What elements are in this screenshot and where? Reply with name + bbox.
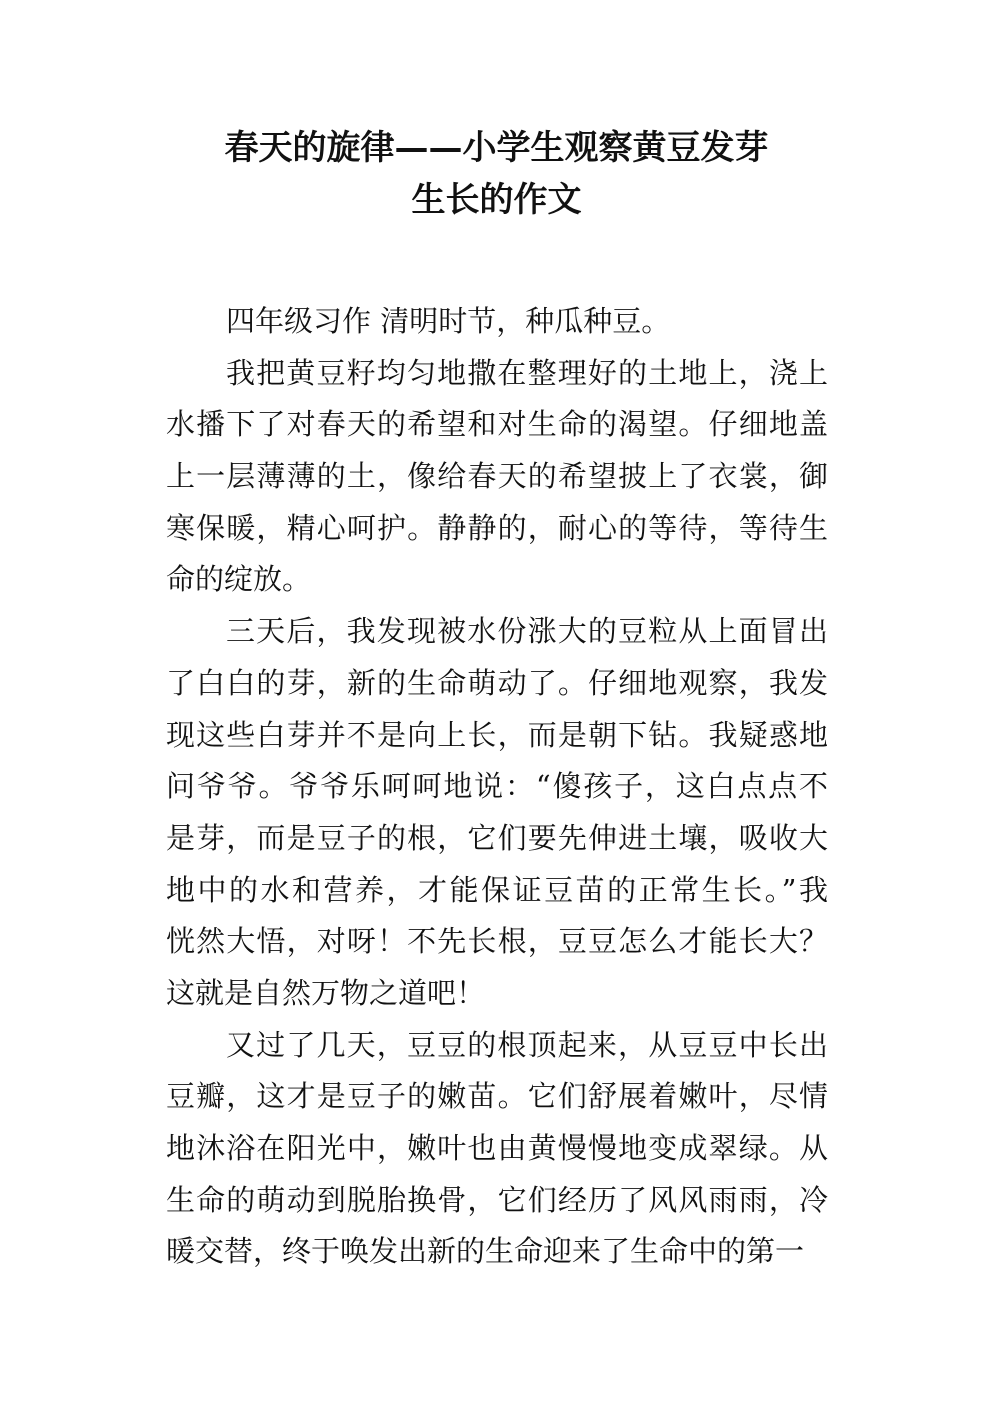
paragraph-line: 地中的水和营养，才能保证豆苗的正常生长。”我 xyxy=(166,872,828,907)
paragraph-line: 三天后，我发现被水份涨大的豆粒从上面冒出 xyxy=(226,614,828,649)
paragraph-line: 生命的萌动到脱胎换骨，它们经历了风风雨雨，冷 xyxy=(166,1182,828,1217)
paragraph-line: 上一层薄薄的土，像给春天的希望披上了衣裳，御 xyxy=(166,459,828,494)
paragraph xyxy=(166,348,828,606)
paragraph-line: 豆瓣，这才是豆子的嫩苗。它们舒展着嫩叶，尽情 xyxy=(166,1079,828,1114)
paragraph-line: 暖交替，终于唤发出新的生命迎来了生命中的第一 xyxy=(166,1234,805,1269)
paragraph-line: 这就是自然万物之道吧！ xyxy=(166,975,486,1010)
paragraph-line: 寒保暖，精心呵护。静静的，耐心的等待，等待生 xyxy=(166,510,828,545)
paragraph-line: 问爷爷。爷爷乐呵呵地说：“傻孩子，这白点点不 xyxy=(166,769,828,804)
title-line: 春天的旋律——小学生观察黄豆发芽 xyxy=(224,128,769,168)
paragraph-line: 四年级习作 清明时节，种瓜种豆。 xyxy=(226,304,671,338)
paragraph-line: 我把黄豆籽均匀地撒在整理好的土地上，浇上 xyxy=(226,355,828,390)
paragraph-line: 了白白的芽，新的生命萌动了。仔细地观察，我发 xyxy=(166,665,828,700)
document-body xyxy=(166,296,828,1278)
paragraph-line: 现这些白芽并不是向上长，而是朝下钻。我疑惑地 xyxy=(166,717,828,752)
document-title xyxy=(0,122,993,226)
paragraph xyxy=(166,606,828,1020)
paragraph xyxy=(166,296,828,348)
paragraph-line: 命的绽放。 xyxy=(166,562,312,597)
paragraph-line: 是芽，而是豆子的根，它们要先伸进土壤，吸收大 xyxy=(166,820,828,855)
paragraph xyxy=(166,1020,828,1278)
paragraph-line: 又过了几天，豆豆的根顶起来，从豆豆中长出 xyxy=(226,1027,828,1062)
paragraph-line: 水播下了对春天的希望和对生命的渴望。仔细地盖 xyxy=(166,407,828,442)
title-line: 生长的作文 xyxy=(411,180,582,220)
paragraph-line: 恍然大悟，对呀！不先长根，豆豆怎么才能长大？ xyxy=(166,924,828,959)
paragraph-line: 地沐浴在阳光中，嫩叶也由黄慢慢地变成翠绿。从 xyxy=(166,1131,828,1165)
